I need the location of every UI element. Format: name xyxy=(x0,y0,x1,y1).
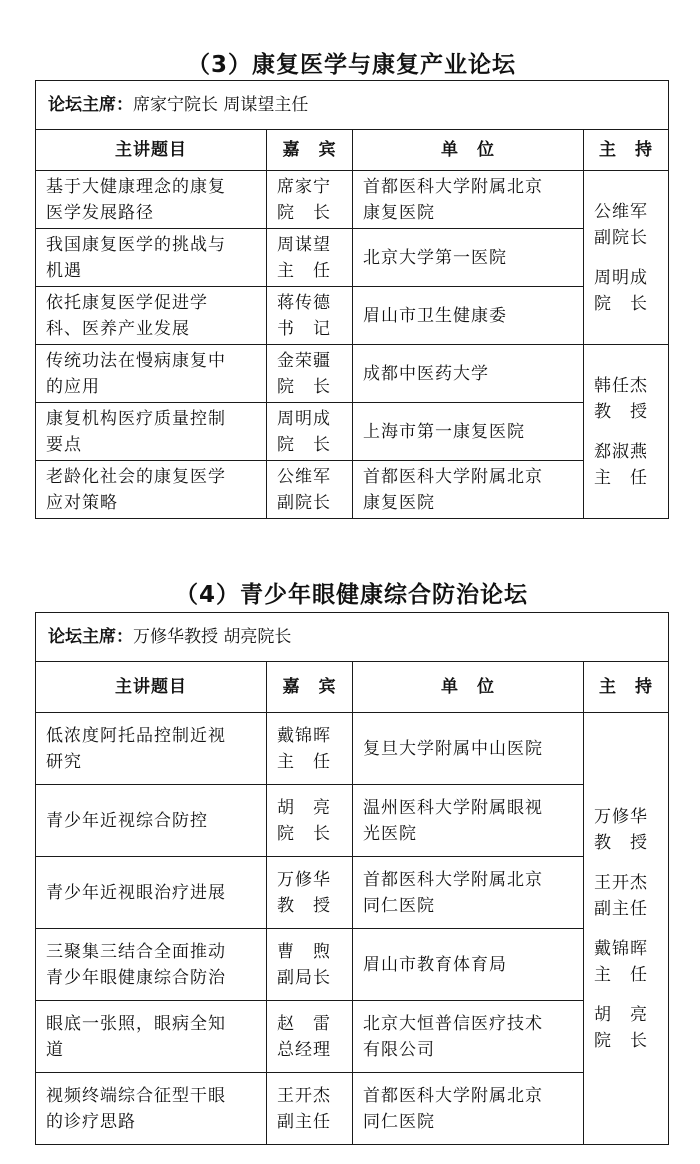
table-row xyxy=(36,287,669,345)
host-entry xyxy=(594,936,662,988)
guest-cell xyxy=(267,857,353,929)
unit-cell xyxy=(353,229,584,287)
text-line: 低浓度阿托品控制近视 xyxy=(46,725,226,746)
text-line: 副局长 xyxy=(277,967,331,988)
text-line: 戴锦晖 xyxy=(277,725,331,746)
text-line: 院 长 xyxy=(594,1030,648,1051)
text-line: 同仁医院 xyxy=(363,1111,435,1132)
text-line: 老龄化社会的康复医学 xyxy=(46,466,226,487)
text-line: 周明成 xyxy=(277,408,331,429)
forum-3-chair xyxy=(36,81,669,130)
header-guest: 嘉 宾 xyxy=(267,130,353,171)
text-line: 院 长 xyxy=(277,434,331,455)
text-line: 院 长 xyxy=(277,823,331,844)
text-line: 北京大恒普信医疗技术 xyxy=(363,1013,543,1034)
text-line: 胡 亮 xyxy=(594,1004,648,1025)
text-line: 光医院 xyxy=(363,823,417,844)
text-line: 副院长 xyxy=(277,492,331,513)
text-line: 依托康复医学促进学 xyxy=(46,292,208,313)
header-unit: 单 位 xyxy=(353,130,584,171)
table-row xyxy=(36,785,669,857)
text-line: 首都医科大学附属北京 xyxy=(363,1085,543,1106)
table-row xyxy=(36,857,669,929)
text-line: 王开杰 xyxy=(594,872,648,893)
text-line: 复旦大学附属中山医院 xyxy=(363,738,543,759)
guest-cell xyxy=(267,713,353,785)
text-line: 有限公司 xyxy=(363,1039,435,1060)
unit-cell xyxy=(353,857,584,929)
text-line: 眉山市卫生健康委 xyxy=(363,305,507,326)
text-line: 公维军 xyxy=(594,201,648,222)
unit-cell xyxy=(353,713,584,785)
text-line: 院 长 xyxy=(277,202,331,223)
text-line: 王开杰 xyxy=(277,1085,331,1106)
topic-cell xyxy=(36,287,267,345)
guest-cell xyxy=(267,287,353,345)
forum-3-title: （3）康复医学与康复产业论坛 xyxy=(186,52,516,78)
text-line: 上海市第一康复医院 xyxy=(363,421,525,442)
text-line: 道 xyxy=(46,1039,64,1060)
text-line: 金荣疆 xyxy=(277,350,331,371)
guest-cell xyxy=(267,461,353,519)
host-entry xyxy=(594,199,662,251)
guest-cell xyxy=(267,785,353,857)
text-line: 研究 xyxy=(46,751,82,772)
guest-cell xyxy=(267,1001,353,1073)
text-line: 康复医院 xyxy=(363,492,435,513)
text-line: 视频终端综合征型干眼 xyxy=(46,1085,226,1106)
text-line: 青少年近视综合防控 xyxy=(46,810,208,831)
text-line: 科、医养产业发展 xyxy=(46,318,190,339)
chair-names: 万修华教授 胡亮院长 xyxy=(133,627,292,647)
host-entry xyxy=(594,265,662,317)
host-entry xyxy=(594,373,662,425)
text-line: 康复医院 xyxy=(363,202,435,223)
text-line: 戴锦晖 xyxy=(594,938,648,959)
text-line: 机遇 xyxy=(46,260,82,281)
text-line: 眼底一张照，眼病全知 xyxy=(46,1013,226,1034)
table-row xyxy=(36,461,669,519)
text-line: 的应用 xyxy=(46,376,100,397)
chair-names: 席家宁院长 周谋望主任 xyxy=(133,95,309,115)
topic-cell xyxy=(36,857,267,929)
topic-cell xyxy=(36,1073,267,1145)
text-line: 曹 煦 xyxy=(277,941,331,962)
guest-cell xyxy=(267,345,353,403)
text-line: 万修华 xyxy=(594,806,648,827)
topic-cell xyxy=(36,461,267,519)
chair-label: 论坛主席： xyxy=(48,95,133,115)
unit-cell xyxy=(353,785,584,857)
forum-4-chair xyxy=(36,613,669,662)
text-line: 青少年近视眼治疗进展 xyxy=(46,882,226,903)
text-line: 主 任 xyxy=(594,964,648,985)
text-line: 赵 雷 xyxy=(277,1013,331,1034)
table-row xyxy=(36,929,669,1001)
text-line: 医学发展路径 xyxy=(46,202,154,223)
host-entry xyxy=(594,1002,662,1054)
table-row xyxy=(36,713,669,785)
guest-cell xyxy=(267,171,353,229)
table-row xyxy=(36,229,669,287)
text-line: 温州医科大学附属眼视 xyxy=(363,797,543,818)
topic-cell xyxy=(36,403,267,461)
chair-label: 论坛主席： xyxy=(48,627,133,647)
text-line: 主 任 xyxy=(277,751,331,772)
topic-cell xyxy=(36,785,267,857)
host-entry xyxy=(594,439,662,491)
text-line: 我国康复医学的挑战与 xyxy=(46,234,226,255)
header-topic: 主讲题目 xyxy=(36,662,267,713)
topic-cell xyxy=(36,1001,267,1073)
text-line: 公维军 xyxy=(277,466,331,487)
text-line: 教 授 xyxy=(277,895,331,916)
text-line: 周明成 xyxy=(594,267,648,288)
text-line: 青少年眼健康综合防治 xyxy=(46,967,226,988)
text-line: 副院长 xyxy=(594,227,648,248)
host-cell xyxy=(584,345,669,519)
text-line: 郄淑燕 xyxy=(594,441,648,462)
header-topic: 主讲题目 xyxy=(36,130,267,171)
header-unit: 单 位 xyxy=(353,662,584,713)
topic-cell xyxy=(36,229,267,287)
text-line: 首都医科大学附属北京 xyxy=(363,869,543,890)
guest-cell xyxy=(267,1073,353,1145)
text-line: 教 授 xyxy=(594,832,648,853)
header-row xyxy=(36,662,669,713)
host-cell xyxy=(584,171,669,345)
unit-cell xyxy=(353,345,584,403)
unit-cell xyxy=(353,1001,584,1073)
topic-cell xyxy=(36,171,267,229)
guest-cell xyxy=(267,929,353,1001)
host-entry xyxy=(594,804,662,856)
forum-3-table xyxy=(35,80,669,519)
text-line: 韩任杰 xyxy=(594,375,648,396)
text-line: 基于大健康理念的康复 xyxy=(46,176,226,197)
text-line: 副主任 xyxy=(594,898,648,919)
text-line: 胡 亮 xyxy=(277,797,331,818)
topic-cell xyxy=(36,713,267,785)
table-row xyxy=(36,1073,669,1145)
text-line: 院 长 xyxy=(594,293,648,314)
text-line: 北京大学第一医院 xyxy=(363,247,507,268)
text-line: 三聚集三结合全面推动 xyxy=(46,941,226,962)
text-line: 总经理 xyxy=(277,1039,331,1060)
host-entry xyxy=(594,870,662,922)
text-line: 传统功法在慢病康复中 xyxy=(46,350,226,371)
table-row xyxy=(36,403,669,461)
text-line: 成都中医药大学 xyxy=(363,363,489,384)
text-line: 书 记 xyxy=(277,318,331,339)
text-line: 同仁医院 xyxy=(363,895,435,916)
text-line: 眉山市教育体育局 xyxy=(363,954,507,975)
text-line: 主 任 xyxy=(277,260,331,281)
unit-cell xyxy=(353,929,584,1001)
table-row xyxy=(36,345,669,403)
text-line: 的诊疗思路 xyxy=(46,1111,136,1132)
forum-4-table xyxy=(35,612,669,1145)
header-guest: 嘉 宾 xyxy=(267,662,353,713)
text-line: 首都医科大学附属北京 xyxy=(363,466,543,487)
text-line: 首都医科大学附属北京 xyxy=(363,176,543,197)
text-line: 副主任 xyxy=(277,1111,331,1132)
topic-cell xyxy=(36,929,267,1001)
unit-cell xyxy=(353,403,584,461)
header-row xyxy=(36,130,669,171)
text-line: 万修华 xyxy=(277,869,331,890)
text-line: 院 长 xyxy=(277,376,331,397)
text-line: 教 授 xyxy=(594,401,648,422)
text-line: 主 任 xyxy=(594,467,648,488)
text-line: 蒋传德 xyxy=(277,292,331,313)
text-line: 应对策略 xyxy=(46,492,118,513)
text-line: 康复机构医疗质量控制 xyxy=(46,408,226,429)
unit-cell xyxy=(353,461,584,519)
header-host: 主 持 xyxy=(584,662,669,713)
unit-cell xyxy=(353,287,584,345)
text-line: 席家宁 xyxy=(277,176,331,197)
guest-cell xyxy=(267,229,353,287)
forum-4-title: （4）青少年眼健康综合防治论坛 xyxy=(174,582,528,608)
topic-cell xyxy=(36,345,267,403)
header-host: 主 持 xyxy=(584,130,669,171)
table-row xyxy=(36,171,669,229)
unit-cell xyxy=(353,1073,584,1145)
text-line: 要点 xyxy=(46,434,82,455)
table-row xyxy=(36,1001,669,1073)
host-cell xyxy=(584,713,669,1145)
guest-cell xyxy=(267,403,353,461)
unit-cell xyxy=(353,171,584,229)
text-line: 周谋望 xyxy=(277,234,331,255)
